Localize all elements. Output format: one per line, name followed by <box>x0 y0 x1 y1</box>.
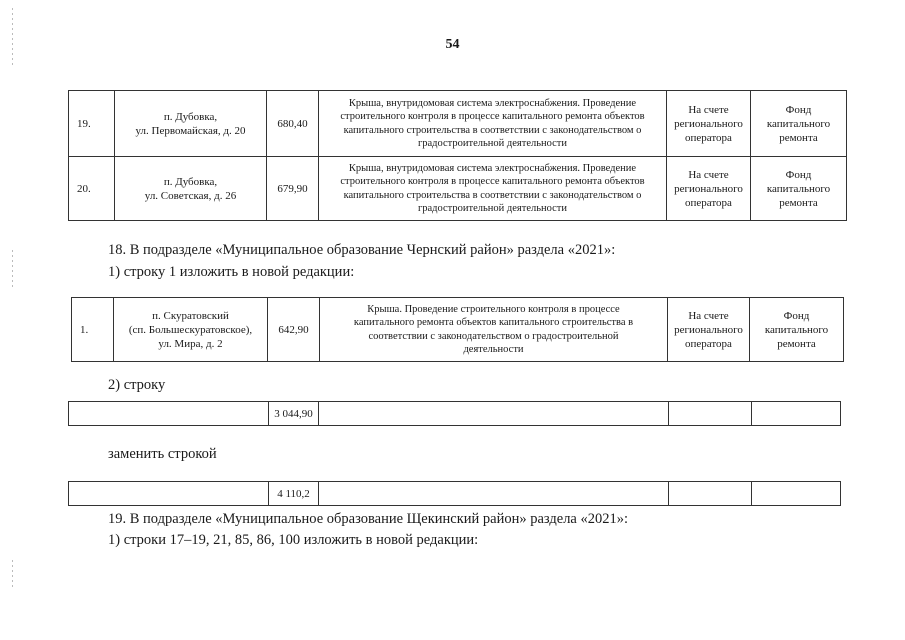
row-number: 20. <box>69 157 115 221</box>
table-row <box>69 402 841 426</box>
row-number: 1. <box>72 298 114 362</box>
address-line: ул. Первомайская, д. 20 <box>135 124 246 137</box>
fund-line: капитального <box>766 117 831 130</box>
paragraph-19-item-1: 1) строки 17–19, 21, 85, 86, 100 изложить в новой редакции: <box>108 532 479 548</box>
paragraph-19: 19. В подразделе «Муниципальное образование Щекинский район» раздела «2021»: <box>108 511 629 527</box>
method-cell <box>667 91 751 157</box>
fund-line: капитального <box>764 323 829 336</box>
method-line: На счете <box>688 309 729 322</box>
table-chernsky-rows <box>68 90 847 221</box>
empty-cell <box>669 482 752 506</box>
work-line: Крыша, внутридомовая система электроснабжения. Проведение <box>348 97 637 109</box>
work-cell <box>320 298 668 362</box>
empty-cell <box>69 402 269 426</box>
empty-cell <box>319 482 669 506</box>
address-line: ул. Мира, д. 2 <box>158 337 223 350</box>
empty-cell <box>669 402 752 426</box>
row-number: 19. <box>69 91 115 157</box>
work-line: Крыша, внутридомовая система электроснабжения. Проведение <box>348 162 637 174</box>
area-cell: 679,90 <box>267 157 319 221</box>
table-total-old <box>68 401 841 426</box>
paragraph-18-item-1: 1) строку 1 изложить в новой редакции: <box>108 264 355 280</box>
fund-cell <box>750 298 844 362</box>
fund-line: ремонта <box>779 131 818 144</box>
area-cell: 642,90 <box>268 298 320 362</box>
empty-cell <box>69 482 269 506</box>
area-cell: 4 110,2 <box>269 482 319 506</box>
area-cell: 3 044,90 <box>269 402 319 426</box>
address-line: ул. Советская, д. 26 <box>144 189 237 202</box>
work-line: строительного контроля в процессе капитального ремонта объектов <box>340 111 645 122</box>
method-line: оператора <box>685 196 732 209</box>
method-cell <box>668 298 750 362</box>
table-skuratovsky-row <box>71 297 844 362</box>
fund-line: ремонта <box>777 337 816 350</box>
fund-line: капитального <box>766 182 831 195</box>
address-cell <box>115 91 267 157</box>
empty-cell <box>752 482 841 506</box>
work-cell <box>319 157 667 221</box>
address-line: п. Дубовка, <box>163 110 218 123</box>
scan-margin-mark <box>12 250 13 290</box>
fund-cell <box>751 91 847 157</box>
fund-cell <box>751 157 847 221</box>
method-line: регионального <box>674 323 743 336</box>
method-line: На счете <box>688 168 729 181</box>
work-line: капитального строительства в соответствии с законодательством о <box>343 124 642 136</box>
work-line: соответствии с законодательством о градостроительной <box>368 330 619 342</box>
table-row <box>72 298 844 362</box>
method-cell <box>667 157 751 221</box>
table-row <box>69 157 847 221</box>
table-row <box>69 91 847 157</box>
table-total-new <box>68 481 841 506</box>
scan-margin-mark <box>12 560 13 590</box>
method-line: регионального <box>674 182 743 195</box>
work-line: капитального строительства в соответствии с законодательством о <box>343 189 642 201</box>
area-cell: 680,40 <box>267 91 319 157</box>
work-line: Крыша. Проведение строительного контроля в процессе <box>367 303 620 315</box>
work-line: деятельности <box>463 344 524 355</box>
fund-line: Фонд <box>785 103 812 116</box>
paragraph-item-2: 2) строку <box>108 377 166 393</box>
work-line: градостроительной деятельности <box>417 203 568 214</box>
empty-cell <box>752 402 841 426</box>
paragraph-18: 18. В подразделе «Муниципальное образование Чернский район» раздела «2021»: <box>108 242 616 258</box>
work-cell <box>319 91 667 157</box>
work-line: капитального ремонта объектов капитального строительства в <box>353 317 634 328</box>
fund-line: Фонд <box>785 168 812 181</box>
page-number: 54 <box>445 37 460 52</box>
method-line: регионального <box>674 117 743 130</box>
address-line: п. Скуратовский <box>152 309 229 322</box>
method-line: оператора <box>685 337 732 350</box>
work-line: строительного контроля в процессе капитального ремонта объектов <box>340 176 645 187</box>
method-line: оператора <box>685 131 732 144</box>
fund-line: Фонд <box>783 309 810 322</box>
method-line: На счете <box>688 103 729 116</box>
address-line: п. Дубовка, <box>163 175 218 188</box>
work-line: градостроительной деятельности <box>417 138 568 149</box>
empty-cell <box>319 402 669 426</box>
table-row <box>69 482 841 506</box>
address-cell <box>114 298 268 362</box>
address-cell <box>115 157 267 221</box>
paragraph-replace: заменить строкой <box>108 446 217 462</box>
fund-line: ремонта <box>779 196 818 209</box>
address-line: (сп. Большескуратовское), <box>128 323 253 336</box>
